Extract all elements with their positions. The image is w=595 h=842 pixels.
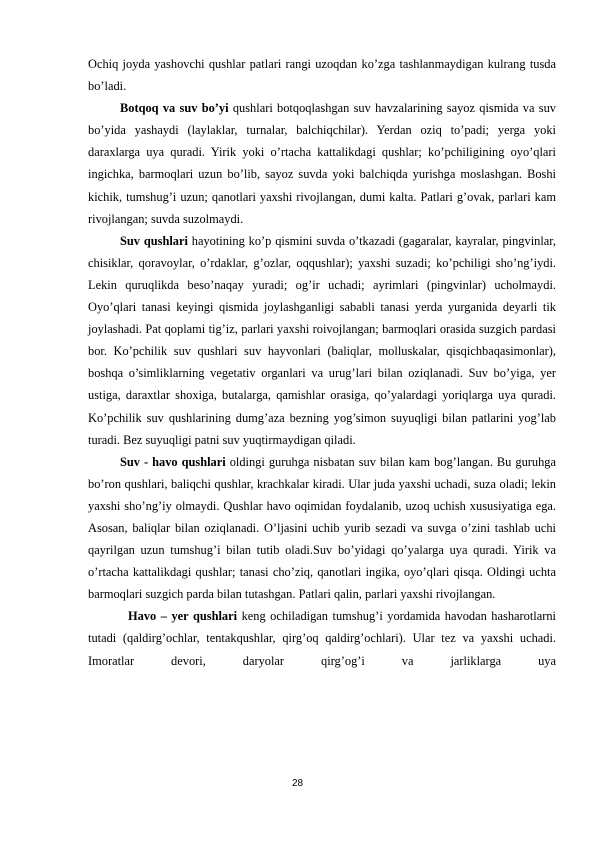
- text-body: [88, 53, 556, 672]
- term-havo-yer-qushlari: Havo – yer qushlari: [128, 609, 238, 624]
- paragraph-suv-text: hayotining ko’p qismini suvda o’tkazadi (gagaralar, kayralar, pingvinlar, chisiklar, qoravoylar, o’rdaklar, g’ozlar, oqqushlar); yaxshi suzadi; ko’pchiligi sho’ng’iydi. Lekin quruqlikda beso’naqay yuradi; og’ir uchadi; ayrimlari (pingvinlar) ucholmaydi. Oyo’qlari tanasi keyingi qismida joylashganligi sababli tanasi yerda yurganida deyarli tik joylashadi. Pat qoplami tig’iz, parlari yaxshi roivojlangan; barmoqlari orasida suzgich pardasi bor. Ko’pchilik suv qushlari suv hayvonlari (baliqlar, molluskalar, qisqichbaqasimonlar), boshqa o’simliklarning vegetativ organlari va urug’lari bilan oziqlanadi. Suv bo’yiga, yer ustiga, daraxtlar shoxiga, butalarga, qamishlar orasiga, qo’yalardagi yoriqlarga uya quradi. Ko’pchilik suv qushlarining dumg’aza bezning yog’simon suyuqligi bilan patlarini yog’lab turadi. Bez suyuqligi patni suv yuqtirmaydigan qiladi.: [88, 233, 556, 447]
- term-suv-qushlari: Suv qushlari: [120, 233, 188, 248]
- paragraph-botqoq-qushlari: [88, 97, 556, 230]
- paragraph-suv-qushlari: [88, 230, 556, 451]
- paragraph-intro: [88, 53, 556, 97]
- paragraph-suv-havo-text: oldingi guruhga nisbatan suv bilan kam bog’langan. Bu guruhga bo’ron qushlari, baliqchi qushlar, krachkalar kiradi. Ular juda yaxshi uchadi, suza oladi; lekin yaxshi sho’ng’iy olmaydi. Qushlar havo oqimidan foydalanib, uzoq uchish xususiyatiga ega. Asosan, baliqlar bilan oziqlanadi. O’ljasini uchib yurib sezadi va suvga o’zini tashlab uchi qayrilgan uzun tumshug’i bilan tutib oladi.Suv bo’yidagi qo’yalarga uya quradi. Yirik va o’rtacha kattalikdagi qushlar; tanasi cho’ziq, qanotlari ingika, oyo’qlari qisqa. Oldingi uchta barmoqlari suzgich parda bilan tutashgan. Patlari qalin, parlari yaxshi rivojlangan.: [88, 454, 556, 602]
- paragraph-botqoq-text: qushlari botqoqlashgan suv havzalarining sayoz qismida va suv bo’yida yashaydi (laylaklar, turnalar, balchiqchilar). Yerdan oziq to’padi; yerga yoki daraxlarga uya quradi. Yirik yoki o’rtacha kattalikdagi qushlar; ko’pchiligining oyo’qlari ingichka, barmoqlari uzun bo’lib, sayoz suvda yoki balchiqda yurishga moslashgan. Boshi kichik, tumshug’i uzun; qanotlari yaxshi rivojlangan, dumi kalta. Patlari g’ovak, parlari kam rivojlangan; suvda suzolmaydi.: [88, 101, 556, 226]
- paragraph-havo-yer-qushlari: [88, 605, 556, 671]
- paragraph-intro-text: Ochiq joyda yashovchi qushlar patlari rangi uzoqdan ko’zga tashlanmaydigan kulrang tusda bo’ladi.: [88, 57, 556, 94]
- term-botqoq-va-suv-boyi: Botqoq va suv bo’yi: [120, 101, 229, 116]
- paragraph-suv-havo-qushlari: [88, 451, 556, 606]
- page-number: 28: [291, 778, 304, 789]
- paragraph-havo-yer-text: keng ochiladigan tumshug’i yordamida havodan hasharotlarni tutadi (qaldirg’ochlar, tentakqushlar, qirg’oq qaldirg’ochlari). Ular tez va yaxshi uchadi. Imoratlar devori, daryolar qirg’og’i va jarliklarga uya: [88, 609, 556, 668]
- term-suv-havo-qushlari: Suv - havo qushlari: [120, 454, 226, 469]
